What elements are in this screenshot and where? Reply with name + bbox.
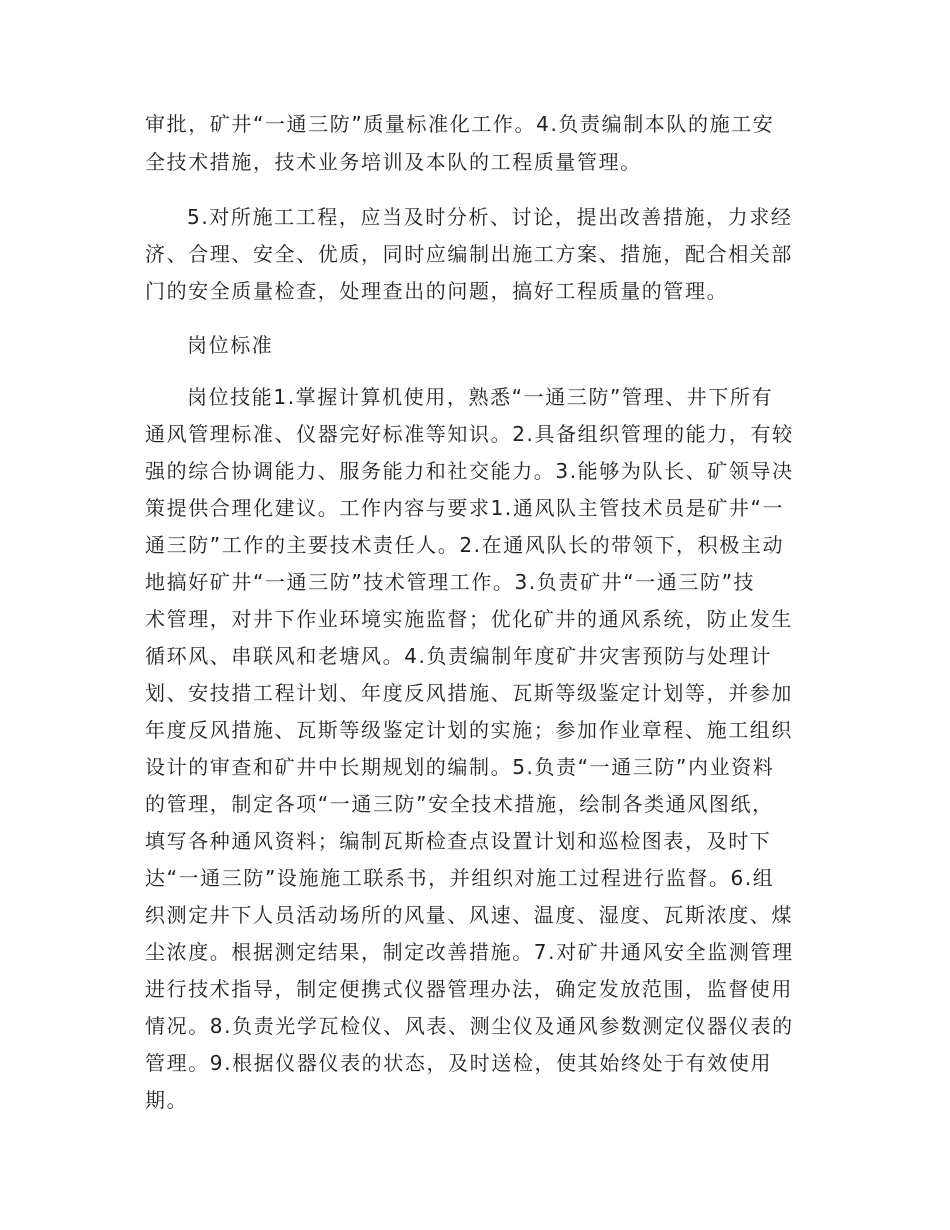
text-line: 策提供合理化建议。工作内容与要求1.通风队主管技术员是矿井“一 bbox=[145, 496, 785, 520]
text-line: 门的安全质量检查，处理查出的问题，搞好工程质量的管理。 bbox=[145, 279, 729, 303]
text-line: 审批，矿井“一通三防”质量标准化工作。4.负责编制本队的施工安 bbox=[145, 112, 775, 136]
text-line: 填写各种通风资料；编制瓦斯检查点设置计划和巡检图表，及时下 bbox=[145, 829, 772, 853]
text-line: 循环风、串联风和老塘风。4.负责编制年度矿井灾害预防与处理计 bbox=[145, 644, 773, 668]
text-line: 强的综合协调能力、服务能力和社交能力。3.能够为队长、矿领导决 bbox=[145, 459, 794, 483]
text-line: 尘浓度。根据测定结果，制定改善措施。7.对矿井通风安全监测管理 bbox=[145, 940, 794, 964]
text-line: 通三防”工作的主要技术责任人。2.在通风队长的带领下，积极主动 bbox=[145, 533, 785, 557]
text-line: 岗位技能1.掌握计算机使用，熟悉“一通三防”管理、井下所有 bbox=[187, 385, 774, 409]
text-line: 情况。8.负责光学瓦检仪、风表、测尘仪及通风参数测定仪器仪表的 bbox=[145, 1014, 794, 1038]
section-heading: 岗位标准 bbox=[187, 333, 274, 357]
text-line: 年度反风措施、瓦斯等级鉴定计划的实施；参加作业章程、施工组织 bbox=[145, 718, 793, 742]
text-line: 的管理，制定各项“一通三防”安全技术措施，绘制各类通风图纸， bbox=[145, 792, 774, 816]
text-line: 划、安技措工程计划、年度反风措施、瓦斯等级鉴定计划等，并参加 bbox=[145, 681, 793, 705]
text-line: 管理。9.根据仪器仪表的状态，及时送检，使其始终处于有效使用 bbox=[145, 1051, 773, 1075]
text-line: 5.对所施工工程，应当及时分析、讨论，提出改善措施，力求经 bbox=[187, 205, 793, 229]
text-line: 织测定井下人员活动场所的风量、风速、温度、湿度、瓦斯浓度、煤 bbox=[145, 903, 793, 927]
text-line: 通风管理标准、仪器完好标准等知识。2.具备组织管理的能力，有较 bbox=[145, 422, 794, 446]
text-line: 进行技术指导，制定便携式仪器管理办法，确定发放范围，监督使用 bbox=[145, 977, 793, 1001]
text-line: 期。 bbox=[145, 1088, 189, 1112]
text-line: 术管理，对井下作业环境实施监督；优化矿井的通风系统，防止发生 bbox=[145, 607, 793, 631]
text-line: 设计的审查和矿井中长期规划的编制。5.负责“一通三防”内业资料 bbox=[145, 755, 775, 779]
text-line: 地搞好矿井“一通三防”技术管理工作。3.负责矿井“一通三防”技 bbox=[145, 570, 756, 594]
text-line: 达“一通三防”设施施工联系书，并组织对施工过程进行监督。6.组 bbox=[145, 866, 775, 890]
text-line: 全技术措施，技术业务培训及本队的工程质量管理。 bbox=[145, 150, 642, 174]
text-line: 济、合理、安全、优质，同时应编制出施工方案、措施，配合相关部 bbox=[145, 242, 793, 266]
